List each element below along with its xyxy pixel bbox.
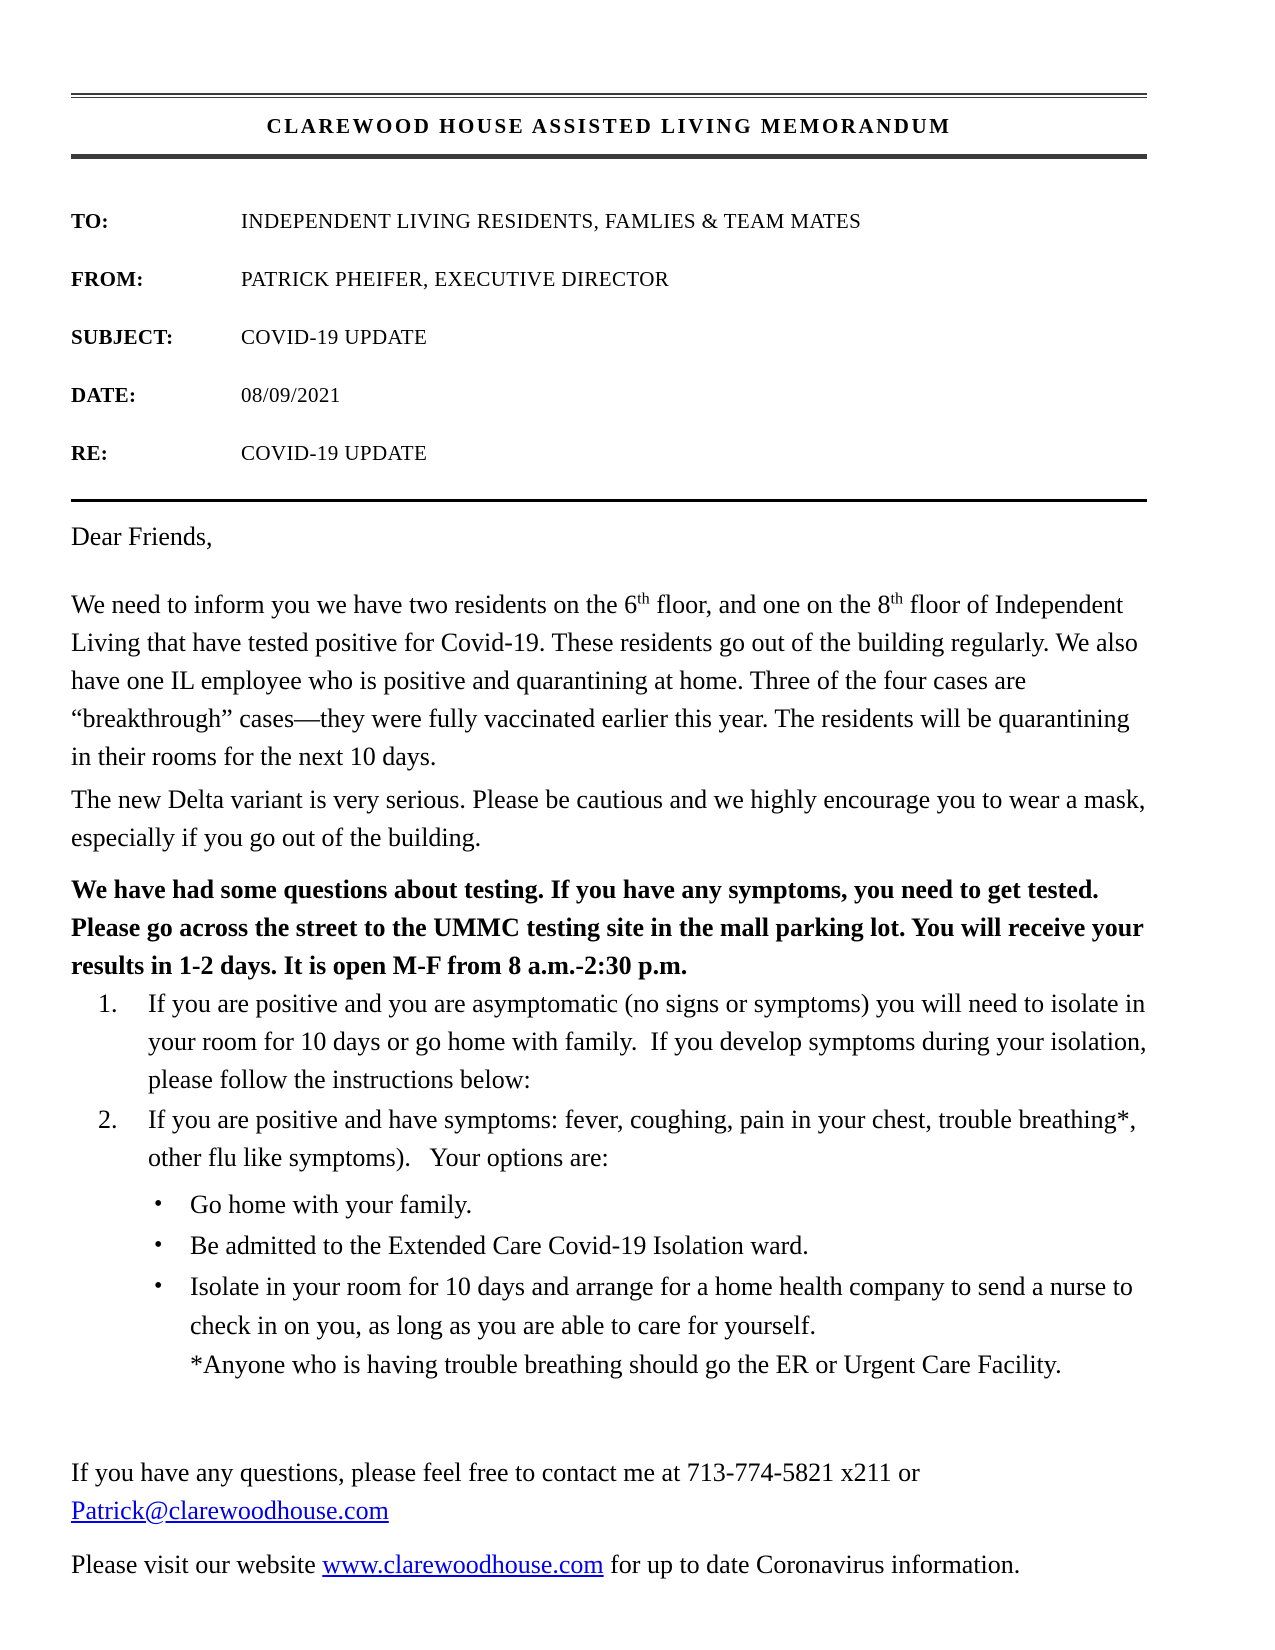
- header-bottom-rule: [71, 154, 1147, 159]
- paragraph-text: floor, and one on the 8: [649, 590, 891, 619]
- salutation: Dear Friends,: [71, 522, 213, 551]
- bullet-icon: •: [154, 1273, 163, 1299]
- header-top-double-rule: [71, 93, 1147, 98]
- paragraph-testing-info-bold: We have had some questions about testing. If you have any symptoms, you need to get tested. Please go across the street to the UMMC testing site in the mall parking lot. You will receive your results in 1-2 days. It is open M-F from 8 a.m.-2:30 p.m.: [71, 875, 1144, 980]
- meta-row-subject: [71, 325, 1147, 349]
- list-item-text: If you are positive and have symptoms: fever, coughing, pain in your chest, trouble breathing*, other flu like symptoms). Your options are:: [148, 1105, 1137, 1172]
- paragraph-text: for up to date Coronavirus information.: [603, 1550, 1021, 1579]
- instructions-list: [71, 985, 1147, 1384]
- paragraph-delta-variant: The new Delta variant is very serious. Please be cautious and we highly encourage you to wear a mask, especially if you go out of the building.: [71, 785, 1146, 852]
- meta-value-to: INDEPENDENT LIVING RESIDENTS, FAMLIES & TEAM MATES: [241, 209, 862, 233]
- meta-label-subject: SUBJECT:: [71, 325, 174, 349]
- meta-value-subject: COVID-19 UPDATE: [241, 325, 428, 349]
- superscript-th: th: [637, 590, 650, 608]
- paragraph-text: If you have any questions, please feel free to contact me at 713-774-5821 x211 or: [71, 1458, 920, 1487]
- rule-line: [71, 93, 1147, 95]
- paragraph-text: floor of Independent Living that have tested positive for Covid-19. These residents go out of the building regularly. We also have one IL employee who is positive and quarantining at home. Three of the four cases are “breakthrough” cases—they were fully vaccinated earlier this year. The residents will be quarantining in their rooms for the next 10 days.: [71, 590, 1138, 771]
- paragraph-contact: [71, 1454, 1147, 1530]
- numbered-item-1: [71, 985, 1147, 1099]
- bullet-icon: •: [154, 1232, 163, 1258]
- paragraph-website: [71, 1546, 1147, 1584]
- memo-title: CLAREWOOD HOUSE ASSISTED LIVING MEMORANDUM: [266, 114, 952, 138]
- superscript-th: th: [890, 590, 904, 608]
- meta-label-from: FROM:: [71, 267, 144, 291]
- list-item-text: Isolate in your room for 10 days and arrange for a home health company to send a nurse to check in on you, as long as you are able to care for yourself.: [190, 1272, 1133, 1340]
- bullet-item-1: [71, 1185, 1147, 1224]
- meta-row-from: [71, 267, 1147, 291]
- meta-label-to: TO:: [71, 209, 109, 233]
- meta-label-re: RE:: [71, 441, 109, 465]
- numbered-item-2: [71, 1101, 1147, 1177]
- meta-value-from: PATRICK PHEIFER, EXECUTIVE DIRECTOR: [241, 267, 670, 291]
- list-number: 1.: [98, 989, 118, 1018]
- paragraph-text: We need to inform you we have two residents on the 6: [71, 590, 638, 619]
- list-number: 2.: [98, 1105, 118, 1134]
- meta-value-date: 08/09/2021: [241, 383, 341, 407]
- paragraph-text: Please visit our website: [71, 1550, 323, 1579]
- memo-meta-block: [71, 209, 1147, 465]
- meta-value-re: COVID-19 UPDATE: [241, 441, 428, 465]
- bullet-item-2: [71, 1226, 1147, 1265]
- bullet-icon: •: [154, 1191, 163, 1217]
- rule-line: [71, 97, 1147, 98]
- website-link[interactable]: www.clarewoodhouse.com: [322, 1550, 604, 1579]
- divider-rule: [71, 499, 1147, 502]
- footnote-trouble-breathing: *Anyone who is having trouble breathing should go the ER or Urgent Care Facility.: [190, 1350, 1062, 1379]
- email-link[interactable]: Patrick@clarewoodhouse.com: [71, 1496, 389, 1525]
- meta-row-re: [71, 441, 1147, 465]
- list-item-text: Go home with your family.: [190, 1190, 473, 1219]
- meta-row-date: [71, 383, 1147, 407]
- meta-label-date: DATE:: [71, 383, 137, 407]
- list-item-text: Be admitted to the Extended Care Covid-19 Isolation ward.: [190, 1231, 809, 1260]
- meta-row-to: [71, 209, 1147, 233]
- bullet-item-3: [71, 1267, 1147, 1345]
- list-item-text: If you are positive and you are asymptomatic (no signs or symptoms) you will need to isolate in your room for 10 days or go home with family. If you develop symptoms during your isolation, please follow the instructions below:: [148, 989, 1147, 1094]
- paragraph-positive-cases: [71, 586, 1147, 776]
